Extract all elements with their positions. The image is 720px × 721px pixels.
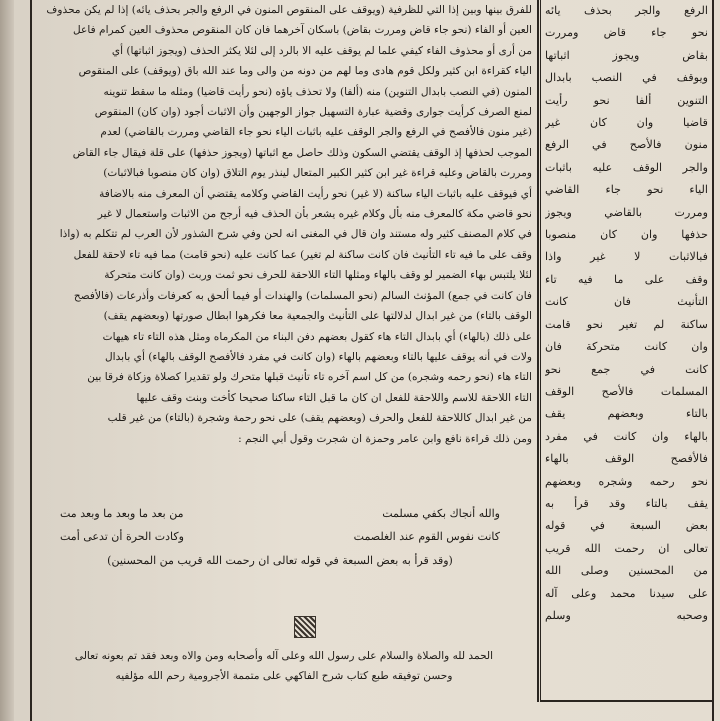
matn-line: من المحسنين وصلى الله (545, 564, 708, 578)
matn-line: بالهاء وان كانت في مفرد (545, 429, 708, 443)
matn-line: بعض السبعة في قوله (545, 519, 708, 533)
commentary-line: من أرى أو محذوف الفاء كيفي علما لم يوقف عليه الا بالرد إلى لئلا يكثر الحذف (ويجوز اثباتها) أي (111, 44, 532, 57)
matn-line: قاضيا وان كان غير (545, 116, 708, 130)
commentary-line: العين أو الفاء (نحو جاء قاض ومررت بقاض) باسكان آخرهما فان كان المنقوص محذوف العين كمرام فاعل (73, 24, 532, 37)
matn-line: حذفها وان كان منصوبا (545, 228, 708, 242)
matn-line: ومررت بالقاضي ويجوز (545, 205, 708, 219)
verse-hemistich-right: والله أنجاك بكفي مسلمت (382, 507, 500, 520)
colophon-line: وحسن توفيقه طبع كتاب شرح الفاكهي على متممة الأجرومية رحم الله مؤلفيه (115, 670, 453, 682)
colophon (36, 646, 532, 686)
commentary-line: فان كانت في جمع) المؤنث السالم (نحو المسلمات) والهندات أو فيما ألحق به كعرفات وأذرعات (فالأفصح (73, 289, 532, 302)
commentary-line: لئلا يلتبس بهاء الضمير لو وقف بالهاء ومثلها التاء اللاحقة للحرف نحو ثمت وربت (وان كانت متحركة (104, 269, 532, 282)
matn-margin-text (545, 0, 708, 700)
commentary-line: من غير ابدال كاللاحقة للفعل والحرف (وبعضهم يقف) على نحو رحمة وشجرة (بالتاء) من غير قلب (107, 412, 532, 425)
column-divider-rule (537, 0, 539, 702)
matn-line: بالتاء وبعضهم يقف (545, 407, 708, 421)
commentary-line: لمنع الصرف كرأيت جوارى وقضية عبارة التسهيل جواز الوجهين وأن الاثبات أجود (وان كان) المنقوص (94, 106, 532, 119)
poem-verses (60, 502, 500, 574)
poem-note: (وقد قرأ به بعض السبعة في قوله تعالى ان رحمت الله قريب من المحسنين) (107, 554, 453, 567)
verse-hemistich-left: من بعد ما وبعد ما وبعد مت (60, 507, 184, 520)
matn-line: كانت في جمع نحو (545, 362, 708, 376)
matn-line: تعالى ان رحمت الله قريب (545, 541, 708, 555)
commentary-line: التاء اللاحقة للاسم واللاحقة للفعل ان كان ما قبل التاء ساكنا صحيحا كأخت وبنت وقف عليها (136, 391, 532, 404)
commentary-line: ومن ذلك قراءة نافع وابن عامر وحمزة ان شجرت وقول أبي النجم : (238, 432, 532, 445)
matn-line: نحو رحمه وشجره وبعضهم (545, 474, 708, 488)
commentary-line: الوقف بالتاء) من غير ابدال لدلالتها على التأنيث والجمعية معا فكرهوا ابطال صورتها (وبعضهم يقف) (103, 310, 532, 323)
matn-line: على سيدنا محمد وعلى آله (545, 586, 708, 600)
verse-line (60, 525, 500, 548)
matn-line: فالأفصح الوقف بالهاء (545, 452, 708, 466)
matn-line: والجر الوقف عليه باثبات (545, 160, 708, 174)
commentary-line: ولات في أنه يوقف عليها بالتاء وبعضهم بالهاء (وان كانت في مفرد فالأفصح الوقف بالهاء) أي بابدال (104, 350, 532, 363)
page-edge (0, 0, 14, 721)
commentary-line: ومررت بالقاض وعليه قراءة غير ابن كثير الكبير المتعال لينذر يوم التلاق (وان كان منصوبا فبالاثبات) (103, 167, 532, 180)
matn-line: منون فالأصح في الرفع (545, 138, 708, 152)
matn-line: الرفع والجر بحذف يائه (545, 4, 708, 17)
matn-line: الياء نحو جاء القاضي (545, 183, 708, 197)
matn-line: التنوين ألفا نحو رأيت (545, 93, 708, 107)
matn-line: ويوقف في النصب بابدال (545, 71, 708, 85)
commentary-line: وقف على ما فيه تاء التأنيث فان كانت ساكنة لم تغير) عما كانت عليه (نحو قامت) مما فيه تاء لاحقة للفعل (73, 248, 532, 261)
commentary-line: الموجب لحذفها إذ الوقف يقتضي السكون وذلك حاصل مع اثباتها (ويجوز حذفها) على قلة فيقال جاء القاض (72, 146, 532, 159)
verse-hemistich-right: كانت نفوس القوم عند الغلصمت (353, 530, 500, 543)
matn-line: المسلمات فالأصح الوقف (545, 384, 708, 398)
verse-line (60, 502, 500, 525)
margin-bottom-rule (540, 700, 712, 702)
ornament-icon (294, 616, 316, 638)
matn-line: بقاض ويجوز اثباتها (545, 48, 708, 62)
verse-hemistich-left: وكادت الحرة أن تدعى أمت (60, 530, 184, 543)
left-border-rule (30, 0, 32, 721)
commentary-line: نحو قاضي مكة كالمعرف منه بأل وكلام غيره يشعر بأن الحذف فيه أرجح من الاثبات واستعمال لا غير (97, 208, 532, 221)
commentary-line: (غير منون فالأفصح في الرفع والجر الوقف عليه باثبات الياء نحو جاء القاضي ومررت بالقاضي) لعدم (100, 126, 532, 139)
matn-line: نحو جاء قاض ومررت (545, 26, 708, 40)
matn-line: وان كانت متحركة فان (545, 340, 708, 354)
commentary-line: المنون (في النصب بابدال التنوين) منه (ألفا) ولا تحذف ياؤه (نحو رأيت قاضيا) ومثله ما سقط تنوينه (103, 85, 532, 98)
commentary-line: التاء هاء (نحو رحمه وشجره) من كل اسم آخره تاء تأنيث قبلها متحرك ولو تقديرا كصلاة وزكاة فرقا بين (87, 371, 532, 384)
right-border-rule (712, 0, 714, 721)
commentary-line: أي فيوقف عليه باثبات الياء ساكنة (لا غير) نحو رأيت القاضي وكلامه يقتضي أن المعرف منه بالاضافة (99, 187, 532, 200)
matn-line: وقف على ما فيه تاء (545, 272, 708, 286)
matn-line: ساكنة لم تغير نحو قامت (545, 317, 708, 331)
colophon-line: الحمد لله والصلاة والسلام على رسول الله وعلى آله وأصحابه ومن والاه وبعد فقد تم بعونه تعالى (74, 650, 494, 662)
commentary-line: في كلام المصنف كثير وله مستند وان قال في المغنى انه لحن وفي شرح الشذور لأن العرب لم تتكلم به (واذا (59, 228, 532, 241)
commentary-line: للفرق بينها وبين إذا التي للظرفية (ويوقف على المنقوص المنون في الرفع والجر بحذف يائه) إذا لم يكن محذوف (46, 4, 532, 16)
commentary-line: الياء كقراءة ابن كثير ولكل قوم هادى وما لهم من دونه من والى وما عند الله باق (ويوقف) على المنقوص (78, 65, 532, 78)
matn-line: فبالاثبات لا غير واذا (545, 250, 708, 264)
matn-line: وصحبه وسلم (545, 608, 708, 622)
commentary-line: على ذلك (بالهاء) أي بابدال التاء هاء كقول بعضهم دفن البناء من المكرماه ومثل هذه التاء تاء هيهات (102, 330, 532, 343)
matn-line: يقف بالتاء وقد قرأ به (545, 496, 708, 510)
column-divider-rule-inner (540, 0, 541, 702)
matn-line: التأنيث فان كانت (545, 295, 708, 309)
